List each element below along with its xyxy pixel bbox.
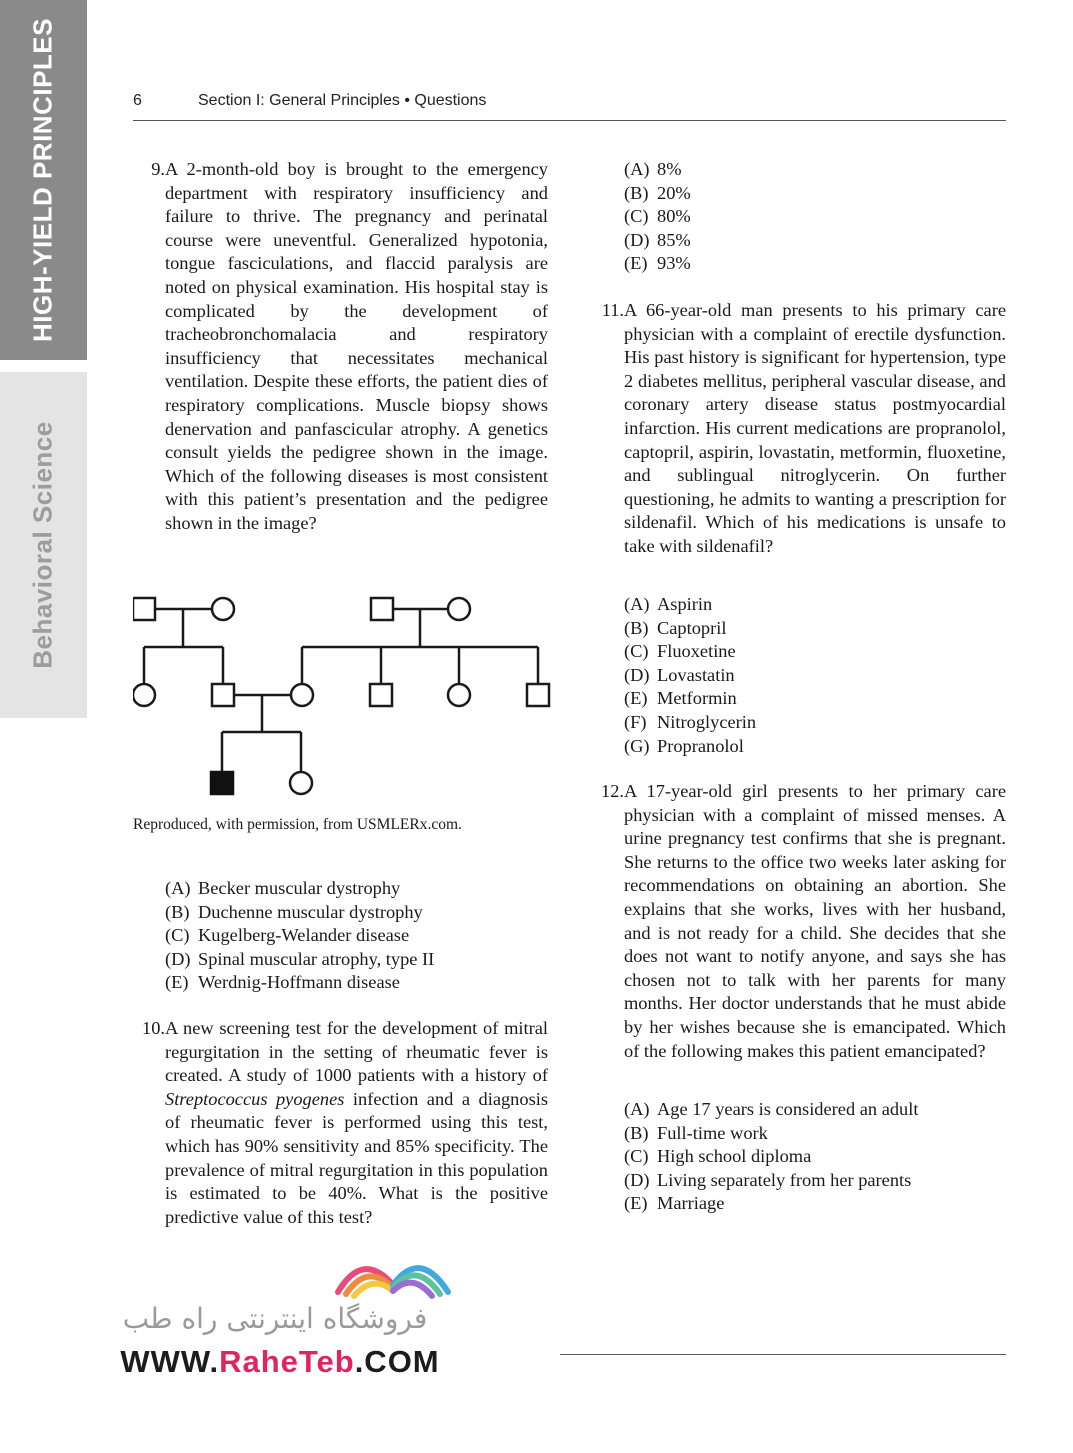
question-stem: A 66-year-old man presents to his primary care physician with a complaint of erectile dysfunction. His past history is significant for hypertension, type 2 diabetes mellitus, peripheral vascular disease, and coronary artery disease status postmyocardial infarction. His current medications are propranolol, captopril, aspirin, lovastatin, metformin, fluoxetine, and sublingual nitroglycerin. On further questioning, he admits to wanting a prescription for sildenafil. Which of his medications is unsafe to take with sildenafil? (624, 300, 1006, 556)
organism-name: Streptococcus pyogenes (165, 1088, 345, 1109)
option-c[interactable]: (C) 80% (624, 206, 691, 227)
pedigree-affected-male-proband (211, 772, 233, 794)
question-10-options (624, 158, 691, 276)
option-c[interactable]: (C) High school diploma (624, 1146, 812, 1167)
side-tab-high-yield (0, 0, 87, 360)
option-b[interactable]: (B) Duchenne muscular dystrophy (165, 901, 423, 922)
question-9 (133, 158, 548, 536)
side-tab-behavioral-science-label: Behavioral Science (27, 421, 58, 669)
option-c[interactable]: (C) Fluoxetine (624, 641, 736, 662)
option-c[interactable]: (C) Kugelberg-Welander disease (165, 925, 410, 946)
footer-rule (560, 1354, 1006, 1355)
question-stem: A 2-month-old boy is brought to the emergency department with respiratory insufficiency and failure to thrive. The pregnancy and perinatal course were uneventful. Generalized hypotonia, tongue fasciculations, and flaccid paralysis are noted on physical examination. His hospital stay is complicated by the development of tracheobronchomalacia and respiratory insufficiency that necessitates mechanical ventilation. Despite these efforts, the patient dies of respiratory complications. Muscle biopsy shows denervation and panfascicular atrophy. A genetics consult yields the pedigree shown in the image. Which of the following diseases is most consistent with this patient’s presentation and the pedigree shown in the image? (165, 159, 548, 533)
raheteb-watermark (100, 1240, 460, 1390)
pedigree-male-grandfather-right (371, 598, 393, 620)
option-d[interactable]: (D) Living separately from her parents (624, 1169, 912, 1190)
question-stem: A new screening test for the development of mitral regurgitation in the setting of rheumatic fever is created. A study of 1000 patients with a history of Streptococcus pyogenes infection and a diagnosis of rheumatic fever is performed using this test, which has 90% sensitivity and 85% specificity. The prevalence of mitral regurgitation in this population is estimated to be 40%. What is the positive predictive value of this test? (165, 1018, 548, 1227)
option-e[interactable]: (E) Werdnig-Hoffmann disease (165, 972, 400, 993)
pedigree-caption: Reproduced, with permission, from USMLERx.com. (133, 816, 462, 833)
pedigree-female-grandmother-right (448, 598, 470, 620)
pedigree-female-aunt (133, 684, 155, 706)
option-b[interactable]: (B) Full-time work (624, 1122, 768, 1143)
left-column (133, 0, 548, 1453)
watermark-url[interactable]: WWW.RaheTeb.COM (120, 1344, 440, 1379)
question-10 (133, 1017, 548, 1229)
option-b[interactable]: (B) Captopril (624, 617, 727, 638)
option-a[interactable]: (A) 8% (624, 159, 682, 179)
question-number: 11. (601, 300, 624, 320)
question-number: 9. (151, 159, 165, 179)
pedigree-male-uncle-1 (370, 684, 392, 706)
option-d[interactable]: (D) 85% (624, 229, 691, 250)
side-tab-high-yield-label: HIGH-YIELD PRINCIPLES (27, 18, 58, 342)
question-9-options (165, 877, 434, 995)
question-12 (592, 780, 1006, 1063)
page-number: 6 (133, 92, 142, 109)
pedigree-diagram (133, 585, 553, 805)
option-a[interactable]: (A) Becker muscular dystrophy (165, 878, 401, 898)
option-b[interactable]: (B) 20% (624, 182, 691, 203)
book-logo-icon (328, 1240, 458, 1300)
pedigree-female-mother (291, 684, 313, 706)
option-d[interactable]: (D) Spinal muscular atrophy, type II (165, 948, 435, 969)
question-number: 10. (142, 1018, 165, 1038)
option-a[interactable]: (A) Age 17 years is considered an adult (624, 1099, 919, 1119)
question-number: 12. (601, 781, 624, 801)
pedigree-male-grandfather-left (133, 598, 155, 620)
pedigree-male-father (212, 684, 234, 706)
option-e[interactable]: (E) Metformin (624, 688, 737, 709)
question-12-options (624, 1098, 918, 1216)
option-f[interactable]: (F) Nitroglycerin (624, 711, 757, 732)
pedigree-male-uncle-2 (527, 684, 549, 706)
right-column (592, 0, 1006, 1453)
pedigree-female-sibling (290, 772, 312, 794)
question-11-options (624, 593, 756, 758)
question-11 (592, 299, 1006, 559)
option-e[interactable]: (E) Marriage (624, 1193, 725, 1214)
option-g[interactable]: (G) Propranolol (624, 735, 744, 756)
section-title: Section I: General Principles • Questions (198, 92, 487, 109)
pedigree-female-grandmother-left (212, 598, 234, 620)
option-d[interactable]: (D) Lovastatin (624, 664, 735, 685)
watermark-persian-text: فروشگاه اینترنتی راه طب (122, 1302, 428, 1335)
pedigree-female-aunt-2 (448, 684, 470, 706)
side-tab-behavioral-science (0, 372, 87, 718)
option-a[interactable]: (A) Aspirin (624, 594, 713, 614)
question-stem: A 17-year-old girl presents to her primary care physician with a complaint of missed menses. A urine pregnancy test confirms that she is pregnant. She returns to the office two weeks later asking for recommendations on obtaining an abortion. She explains that she works, lives with her husband, and is not ready for a child. She decides that she does not want to notify anyone, and says she has chosen not to talk with her parents for many months. Her doctor understands that he must abide by her wishes because she is emancipated. Which of the following makes this patient emancipated? (624, 781, 1006, 1061)
option-e[interactable]: (E) 93% (624, 253, 691, 274)
